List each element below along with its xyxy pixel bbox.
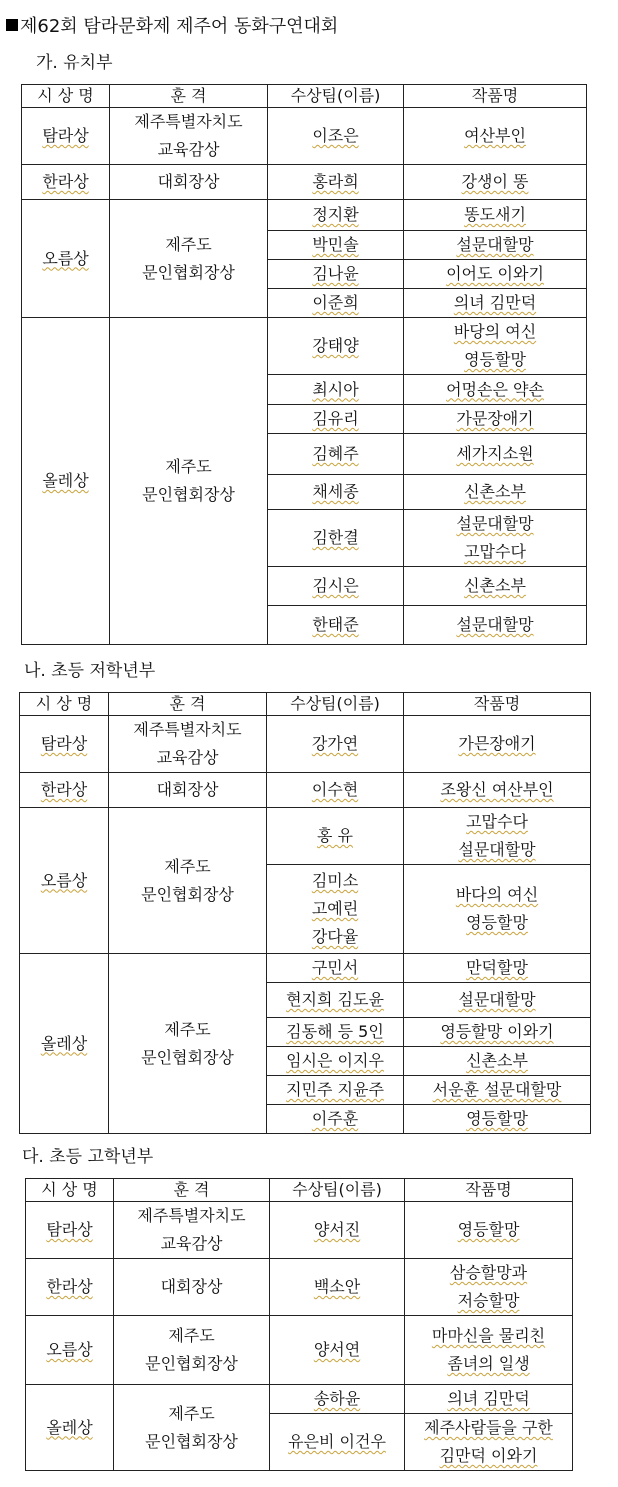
work-title-cell-text: 영등할망 [466,1109,528,1128]
rank-cell [110,200,268,318]
header-rank [109,693,267,716]
team-cell-text: 김한결 [312,528,359,547]
work-title-cell [404,510,587,567]
work-title-cell-text: 서운훈 설문대할망 [432,1080,562,1099]
award-name-cell-text: 한라상 [46,1277,93,1296]
team-cell-text: 이준희 [312,293,359,312]
team-cell-text: 김미소 [311,871,359,890]
work-title-cell [404,260,587,289]
team-cell [268,260,404,289]
team-cell-text: 김혜주 [312,444,359,463]
header-team-text: 수상팀(이름) [292,1180,382,1199]
team-cell-text: 송하윤 [313,1389,361,1408]
team-cell [268,318,404,375]
work-title-cell-text: 강생이 똥 [461,172,529,191]
rank-cell-text: 제주특별자치도 [134,112,243,131]
rank-cell-text: 제주도 [165,234,212,254]
award-name-cell-text: 오름상 [46,1340,93,1359]
work-title-cell-text: 의녀 김만덕 [447,1389,530,1408]
header-work [404,693,591,716]
award-table-upper-elementary [25,1178,573,1471]
award-name-cell [20,773,109,808]
header-rank [114,1179,270,1202]
rank-cell [114,1202,270,1259]
work-title-cell-text: 신촌소부 [464,576,526,595]
award-name-cell [26,1259,114,1316]
rank-cell-text: 문인협회장상 [145,1354,238,1373]
table-row [20,954,591,983]
rank-cell-text: 교육감상 [157,140,220,159]
team-cell-text: 강다율 [311,927,359,946]
work-title-cell-text: 어멍손은 약손 [446,379,544,399]
section-label-upper-elementary: 다. 초등 고학년부 [22,1147,154,1167]
work-title-cell [404,983,591,1018]
team-cell-text: 채세종 [312,482,359,501]
team-cell [268,289,404,318]
team-cell-text: 정지환 [312,205,359,224]
table-row [22,318,587,375]
table-row [22,165,587,200]
team-cell-text: 박민솔 [312,235,359,254]
work-title-cell-text: 의녀 김만덕 [453,293,537,312]
section-label-kindergarten: 가. 유치부 [36,53,113,73]
work-title-cell [404,567,587,606]
team-cell [267,983,404,1018]
work-title-cell [404,1105,591,1134]
header-work [405,1179,573,1202]
rank-cell-text: 대회장상 [160,1277,223,1296]
award-name-cell [20,716,109,773]
rank-cell [109,716,267,773]
team-cell-text: 강태양 [312,336,359,355]
award-table-lower-elementary [19,692,591,1134]
work-title-cell-text: 삼승할망과 [449,1263,528,1282]
award-name-cell [22,108,110,165]
section-label-lower-elementary: 나. 초등 저학년부 [24,661,156,681]
work-title-cell-text: 고맙수다 [464,542,526,561]
rank-cell-text: 교육감상 [156,748,219,767]
header-work [404,85,587,108]
table-row [20,773,591,808]
work-title-cell-text: 설문대할망 [456,235,534,254]
team-cell-text: 백소안 [313,1277,361,1296]
award-table-kindergarten [21,84,587,645]
work-title-cell [405,1316,573,1385]
award-name-cell [26,1385,114,1471]
award-name-cell-text: 탐라상 [42,126,89,145]
work-title-cell [404,773,591,808]
header-award-text: 시 상 명 [35,694,93,713]
rank-cell-text: 제주도 [164,1019,211,1039]
rank-cell-text: 대회장상 [156,780,219,799]
rank-cell-text: 제주특별자치도 [133,720,242,739]
header-team-text: 수상팀(이름) [290,694,380,713]
team-cell [267,1076,404,1105]
team-cell [267,1105,404,1134]
award-name-cell [26,1202,114,1259]
rank-cell [110,318,268,645]
work-title-cell-text: 고맙수다 [466,812,528,831]
award-name-cell-text: 올레상 [42,471,89,490]
work-title-cell [405,1385,573,1414]
table-row [26,1202,573,1259]
work-title-cell-text: 영등할망 [466,913,528,932]
table-row [26,1385,573,1414]
award-name-cell [22,318,110,645]
work-title-cell-text: 만덕할망 [466,958,528,977]
table-header-row [26,1179,573,1202]
team-cell [267,716,404,773]
work-title-cell [405,1259,573,1316]
work-title-cell-text: 신촌소부 [464,482,526,501]
team-cell-text: 이조은 [312,126,359,145]
work-title-cell [404,231,587,260]
rank-cell [110,165,268,200]
rank-cell-text: 문인협회장상 [142,485,235,504]
header-rank-text: 훈 격 [170,86,207,105]
work-title-cell-text: 똥도새기 [464,205,526,224]
rank-cell-text: 대회장상 [157,172,220,191]
page-title [6,12,338,38]
team-cell [268,510,404,567]
work-title-cell-text: 설문대할망 [456,615,534,634]
team-cell-text: 강가연 [311,734,359,753]
award-name-cell-text: 오름상 [40,870,88,890]
award-name-cell [26,1316,114,1385]
rank-cell [114,1316,270,1385]
header-award-text: 시 상 명 [41,1180,98,1199]
square-bullet-icon [6,19,18,31]
header-team [270,1179,405,1202]
team-cell-text: 현지희 김도윤 [286,990,384,1009]
work-title-cell-text: 세가지소원 [456,444,534,463]
award-name-cell-text: 올레상 [46,1417,93,1437]
work-title-cell [404,954,591,983]
work-title-cell-text: 영등할망 이와기 [440,1022,554,1041]
team-cell-text: 김시은 [312,576,359,595]
award-name-cell-text: 한라상 [42,172,89,191]
header-team [267,693,404,716]
title-text: 제62회 탐라문화제 제주어 동화구연대회 [20,16,339,37]
team-cell [267,773,404,808]
work-title-cell-text: 가믄장애기 [458,734,536,753]
team-cell [268,567,404,606]
work-title-cell-text: 이어도 이와기 [446,264,544,283]
team-cell-text: 홍 유 [317,826,353,845]
team-cell-text: 지민주 지윤주 [286,1080,384,1099]
table-row [26,1259,573,1316]
header-award [22,85,110,108]
team-cell-text: 이주훈 [311,1109,359,1128]
header-award [26,1179,114,1202]
work-title-cell-text: 바당의 여신 [453,322,537,341]
work-title-cell [404,318,587,375]
team-cell [268,231,404,260]
team-cell [268,108,404,165]
rank-cell-text: 교육감상 [160,1234,223,1253]
team-cell [268,200,404,231]
work-title-cell [404,808,591,865]
team-cell-text: 김유리 [312,409,359,428]
team-cell-text: 임시은 이지우 [286,1051,384,1070]
header-work-text: 작품명 [473,694,521,713]
work-title-cell [404,1018,591,1047]
award-name-cell [22,200,110,318]
team-cell [270,1414,405,1471]
rank-cell [109,954,267,1134]
rank-cell-text: 문인협회장상 [145,1431,238,1451]
team-cell [268,475,404,510]
work-title-cell [404,475,587,510]
rank-cell [114,1259,270,1316]
work-title-cell-text: 바다의 여신 [455,885,539,904]
award-name-cell [22,165,110,200]
work-title-cell-text: 조왕신 여산부인 [440,780,554,799]
header-award-text: 시 상 명 [37,86,94,105]
team-cell-text: 김나윤 [312,264,359,283]
team-cell [267,1018,404,1047]
award-name-cell-text: 탐라상 [46,1220,93,1239]
team-cell [270,1385,405,1414]
team-cell [270,1316,405,1385]
award-name-cell-text: 올레상 [40,1033,88,1053]
work-title-cell-text: 설문대할망 [458,840,536,859]
header-rank-text: 훈 격 [173,1180,210,1199]
work-title-cell [404,289,587,318]
team-cell [268,165,404,200]
team-cell-text: 최시아 [312,379,359,399]
team-cell-text: 구민서 [311,958,359,977]
header-rank-text: 훈 격 [169,694,206,713]
award-name-cell-text: 탐라상 [40,734,88,753]
team-cell [268,405,404,434]
rank-cell [114,1385,270,1471]
work-title-cell-text: 제주사람들을 구한 [424,1418,553,1437]
work-title-cell-text: 영등할망 [464,350,526,369]
work-title-cell-text: 저승할망 [457,1291,520,1310]
work-title-cell [405,1414,573,1471]
team-cell [268,434,404,475]
work-title-cell [404,716,591,773]
header-team [268,85,404,108]
table-row [20,716,591,773]
work-title-cell-text: 신촌소부 [466,1051,528,1070]
rank-cell-text: 문인협회장상 [141,884,234,904]
table-row [20,808,591,865]
work-title-cell-text: 여산부인 [464,126,526,145]
team-cell-text: 양서연 [313,1340,361,1359]
work-title-cell-text: 좀녀의 일생 [447,1354,530,1373]
work-title-cell [404,606,587,645]
rank-cell-text: 문인협회장상 [142,262,235,282]
team-cell [270,1202,405,1259]
work-title-cell [404,165,587,200]
rank-cell-text: 제주도 [164,856,211,876]
header-rank [110,85,268,108]
table-row [22,200,587,231]
header-team-text: 수상팀(이름) [290,86,381,105]
team-cell [268,375,404,405]
team-cell-text: 양서진 [313,1220,361,1239]
team-cell-text: 유은비 이건우 [288,1432,386,1451]
work-title-cell [405,1202,573,1259]
work-title-cell [404,108,587,165]
work-title-cell [404,1047,591,1076]
rank-cell-text: 제주특별자치도 [137,1206,246,1225]
award-name-cell-text: 오름상 [42,248,89,268]
work-title-cell [404,865,591,954]
rank-cell-text: 제주도 [165,457,212,476]
table-row [26,1316,573,1385]
work-title-cell-text: 설문대할망 [458,990,536,1009]
team-cell [267,954,404,983]
table-row [22,108,587,165]
work-title-cell-text: 설문대할망 [456,514,534,533]
team-cell-text: 홍라희 [312,172,359,191]
team-cell [267,1047,404,1076]
team-cell-text: 이수현 [311,780,359,799]
work-title-cell-text: 영등할망 [457,1220,520,1239]
team-cell [270,1259,405,1316]
work-title-cell [404,405,587,434]
work-title-cell-text: 김만덕 이와기 [439,1446,538,1465]
award-name-cell [20,808,109,954]
header-work-text: 작품명 [471,86,519,105]
work-title-cell [404,434,587,475]
table-header-row [20,693,591,716]
team-cell [267,808,404,865]
award-name-cell [20,954,109,1134]
team-cell-text: 김동해 등 5인 [286,1022,384,1041]
rank-cell-text: 제주도 [168,1326,215,1345]
work-title-cell-text: 마마신을 물리친 [431,1326,546,1345]
rank-cell-text: 제주도 [168,1403,215,1423]
work-title-cell [404,200,587,231]
work-title-cell-text: 가문장애기 [456,409,534,428]
table-header-row [22,85,587,108]
rank-cell [109,808,267,954]
work-title-cell [404,1076,591,1105]
rank-cell [110,108,268,165]
header-award [20,693,109,716]
rank-cell-text: 문인협회장상 [141,1047,234,1067]
team-cell [268,606,404,645]
work-title-cell [404,375,587,405]
award-name-cell-text: 한라상 [40,780,88,799]
team-cell [267,865,404,954]
team-cell-text: 한태준 [312,615,359,634]
team-cell-text: 고예린 [311,899,359,918]
header-work-text: 작품명 [465,1180,512,1199]
rank-cell [109,773,267,808]
